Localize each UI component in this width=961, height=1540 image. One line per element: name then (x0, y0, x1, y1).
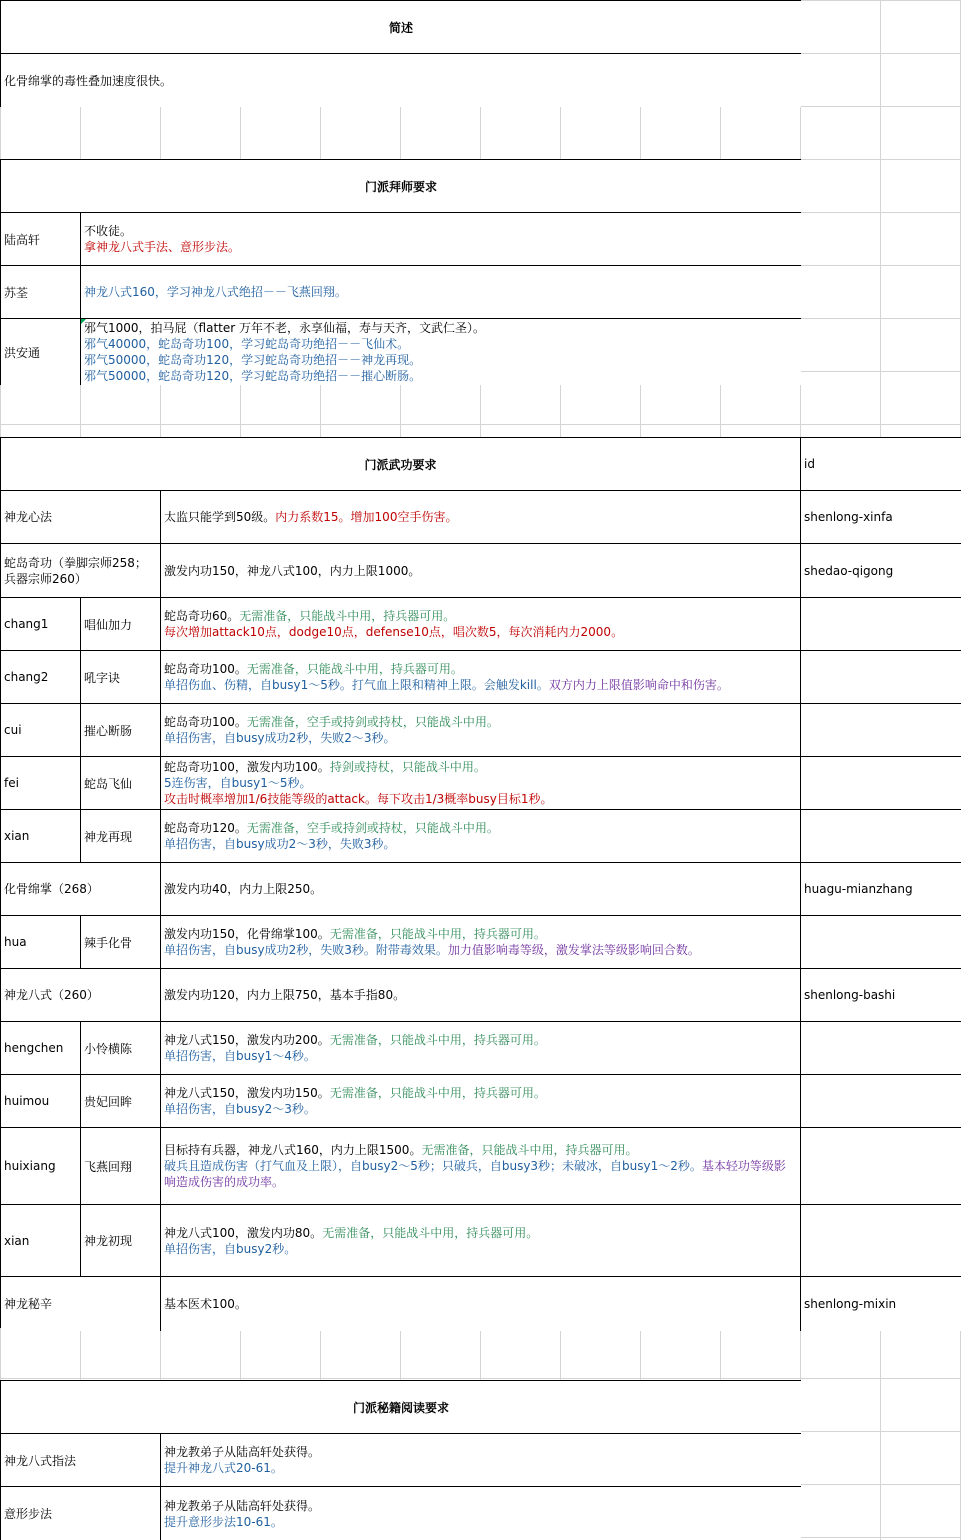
text-segment: 内力系数15。增加100空手伤害。 (275, 510, 458, 524)
text-line (84, 239, 240, 255)
text-line (164, 942, 700, 958)
text-line (164, 881, 322, 897)
skill-perform-id[interactable]: hua (1, 916, 81, 969)
books-block (0, 1380, 801, 1540)
text-segment: 提升意形步法10-61。 (164, 1514, 283, 1529)
text-segment: 单招伤害，自busy成功2秒，失败2～3秒。 (164, 731, 396, 745)
text-line (164, 1048, 316, 1064)
text-segment: 无需准备，空手或持剑或持杖，只能战斗中用。 (246, 715, 499, 729)
masters-title[interactable]: 门派拜师要求 (1, 160, 801, 213)
skill-perform-id[interactable]: huixiang (1, 1128, 81, 1205)
text-line (164, 759, 486, 775)
skills-block (0, 437, 961, 1328)
skill-requirement[interactable] (161, 1205, 801, 1277)
skill-requirement[interactable] (161, 651, 801, 704)
text-segment: 蛇岛奇功120。 (164, 821, 247, 835)
text-line (164, 1032, 546, 1048)
text-segment: 邪气1000，拍马屁（flatter 万年不老，永享仙福，寿与天齐，文武仁圣）。 (84, 321, 485, 335)
text-segment: 攻击时概率增加1/6技能等级的attack。每下攻击1/3概率busy目标1秒。 (164, 792, 553, 806)
book-requirement[interactable] (161, 1487, 801, 1540)
skill-requirement[interactable] (161, 491, 801, 544)
skill-requirement[interactable] (161, 757, 801, 810)
text-line (164, 1498, 320, 1514)
text-line (84, 336, 409, 352)
text-line (164, 677, 729, 693)
skill-id[interactable] (801, 651, 961, 704)
skill-requirement[interactable] (161, 1277, 801, 1331)
text-segment: 神龙八式100，激发内功80。 (164, 1225, 323, 1240)
skill-name[interactable]: 神龙心法 (1, 491, 161, 544)
text-segment: 无需准备，只能战斗中用，持兵器可用。 (329, 1033, 546, 1047)
text-segment: 单招伤害，自busy成功2～3秒，失败3秒。 (164, 837, 396, 851)
text-line (164, 714, 499, 730)
text-line (84, 368, 421, 384)
text-segment: 激发内功40，内力上限250。 (164, 882, 323, 896)
skill-id[interactable] (801, 1128, 961, 1205)
text-line (164, 1158, 792, 1190)
text-line (164, 608, 455, 624)
text-line (164, 926, 546, 942)
skill-id[interactable]: huagu-mianzhang (801, 863, 961, 916)
text-segment: 无需准备，只能战斗中用，持兵器可用。 (421, 1143, 638, 1157)
text-segment: 太监只能学到50级。 (164, 510, 276, 524)
skill-perform-name[interactable]: 辣手化骨 (81, 916, 161, 969)
text-segment: 单招伤害，自busy2～3秒。 (164, 1102, 316, 1116)
skill-name[interactable]: 蛇岛奇功（拳脚宗师258；兵器宗师260） (1, 544, 161, 598)
master-requirement[interactable] (81, 319, 801, 385)
text-line (84, 320, 485, 336)
skill-perform-name[interactable]: 摧心断肠 (81, 704, 161, 757)
comment-indicator (81, 319, 86, 324)
text-segment: 蛇岛奇功100。 (164, 662, 247, 676)
text-segment: 无需准备，只能战斗中用，持兵器可用。 (246, 662, 463, 676)
text-segment: 无需准备，只能战斗中用，持兵器可用。 (329, 927, 546, 941)
text-segment: 邪气50000，蛇岛奇功120，学习蛇岛奇功绝招－－摧心断肠。 (84, 369, 422, 383)
text-line (84, 223, 132, 239)
text-segment: 提升神龙八式20-61。 (164, 1461, 283, 1475)
masters-block (0, 159, 801, 385)
skill-perform-id[interactable]: huimou (1, 1075, 81, 1128)
text-segment: 激发内功150，化骨绵掌100。 (164, 927, 330, 941)
skill-id[interactable] (801, 757, 961, 810)
skill-requirement[interactable] (161, 810, 801, 863)
text-line (164, 791, 553, 807)
skill-perform-id[interactable]: xian (1, 1205, 81, 1277)
id-column-header[interactable]: id (801, 438, 961, 491)
skill-perform-name[interactable]: 贵妃回眸 (81, 1075, 161, 1128)
skill-id[interactable]: shenlong-mixin (801, 1277, 961, 1331)
text-segment: 无需准备，只能战斗中用，持兵器可用。 (322, 1225, 539, 1240)
master-name[interactable]: 陆高轩 (1, 213, 81, 266)
text-segment: 神龙教弟子从陆高轩处获得。 (164, 1498, 321, 1513)
skill-name[interactable]: 神龙秘辛 (1, 1277, 161, 1331)
text-segment: 双方内力上限值影响命中和伤害。 (548, 678, 729, 692)
skill-perform-name[interactable]: 小怜横陈 (81, 1022, 161, 1075)
skill-perform-id[interactable]: fei (1, 757, 81, 810)
skill-perform-id[interactable]: chang1 (1, 598, 81, 651)
skill-id[interactable] (801, 916, 961, 969)
text-segment: 神龙教弟子从陆高轩处获得。 (164, 1445, 321, 1459)
text-line (164, 820, 499, 836)
text-line (164, 563, 420, 579)
text-line (164, 1514, 283, 1530)
text-segment: 持剑或持杖，只能战斗中用。 (329, 760, 486, 774)
skill-perform-name[interactable]: 飞燕回翔 (81, 1128, 161, 1205)
text-segment: 目标持有兵器，神龙八式160，内力上限1500。 (164, 1143, 422, 1157)
skill-id[interactable] (801, 598, 961, 651)
skill-name[interactable]: 神龙八式（260） (1, 969, 161, 1022)
text-line (164, 1142, 637, 1158)
summary-title[interactable]: 简述 (1, 1, 801, 54)
skill-id[interactable] (801, 1205, 961, 1277)
text-segment: 神龙八式150，激发内功150。 (164, 1086, 330, 1100)
skill-perform-name[interactable]: 蛇岛飞仙 (81, 757, 161, 810)
skills-title[interactable]: 门派武功要求 (1, 438, 801, 491)
skill-requirement[interactable] (161, 863, 801, 916)
skill-name[interactable]: 化骨绵掌（268） (1, 863, 161, 916)
text-segment: 每次增加attack10点，dodge10点，defense10点，唱次数5，每次消耗内力2000。 (164, 625, 624, 639)
text-line (164, 1241, 296, 1257)
text-segment: 破兵且造成伤害（打气血及上限），自busy2～5秒；只破兵，自busy3秒；未破冰，自busy1～2秒。 (164, 1159, 702, 1173)
skill-perform-id[interactable]: hengchen (1, 1022, 81, 1075)
books-title[interactable]: 门派秘籍阅读要求 (1, 1381, 801, 1434)
master-requirement[interactable] (81, 266, 801, 319)
text-segment: 不收徒。 (84, 224, 133, 238)
text-line (164, 509, 457, 525)
book-name[interactable]: 神龙八式指法 (1, 1434, 161, 1487)
text-segment: 加力值影响毒等级，激发掌法等级影响回合数。 (447, 943, 700, 957)
skill-id[interactable] (801, 1075, 961, 1128)
skill-requirement[interactable] (161, 1128, 801, 1205)
text-line (164, 730, 395, 746)
skill-id[interactable]: shedao-qigong (801, 544, 961, 598)
text-line (164, 1296, 247, 1312)
text-segment: 无需准备，空手或持剑或持杖，只能战斗中用。 (246, 821, 499, 835)
text-segment: 拿神龙八式手法、意形步法。 (84, 240, 241, 254)
text-segment: 无需准备，只能战斗中用，持兵器可用。 (329, 1086, 546, 1100)
text-segment: 蛇岛奇功100。 (164, 715, 247, 729)
skill-perform-id[interactable]: cui (1, 704, 81, 757)
text-line (164, 1101, 316, 1117)
skill-id[interactable] (801, 810, 961, 863)
book-name[interactable]: 意形步法 (1, 1487, 161, 1540)
text-line (164, 1085, 546, 1101)
text-segment: 神龙八式160，学习神龙八式绝招－－飞燕回翔。 (84, 285, 347, 299)
text-segment: 蛇岛奇功60。 (164, 609, 240, 623)
summary-text[interactable]: 化骨绵掌的毒性叠加速度很快。 (1, 54, 801, 107)
text-segment: 激发内功120，内力上限750，基本手指80。 (164, 988, 406, 1002)
text-segment: 蛇岛奇功100，激发内功100。 (164, 760, 330, 774)
master-requirement[interactable] (81, 213, 801, 266)
text-segment: 基本轻功等级影响造成伤害的成功率。 (164, 1159, 786, 1189)
skill-id[interactable]: shenlong-bashi (801, 969, 961, 1022)
skill-requirement[interactable] (161, 544, 801, 598)
text-segment: 单招伤害，自busy2秒。 (164, 1241, 297, 1256)
skill-perform-name[interactable]: 神龙再现 (81, 810, 161, 863)
skill-id[interactable]: shenlong-xinfa (801, 491, 961, 544)
skill-requirement[interactable] (161, 704, 801, 757)
master-name[interactable]: 苏荃 (1, 266, 81, 319)
skill-requirement[interactable] (161, 1022, 801, 1075)
skill-perform-id[interactable]: chang2 (1, 651, 81, 704)
skill-perform-name[interactable]: 神龙初现 (81, 1205, 161, 1277)
text-line (164, 775, 311, 791)
text-segment: 单招伤血、伤精，自busy1～5秒。打气血上限和精神上限。会触发kill。 (164, 678, 549, 692)
text-segment: 神龙八式150，激发内功200。 (164, 1033, 330, 1047)
text-segment: 无需准备，只能战斗中用，持兵器可用。 (239, 609, 456, 623)
text-segment: 邪气40000，蛇岛奇功100，学习蛇岛奇功绝招－－飞仙术。 (84, 337, 410, 351)
skill-requirement[interactable] (161, 1075, 801, 1128)
text-line (164, 1460, 283, 1476)
skill-requirement[interactable] (161, 598, 801, 651)
book-requirement[interactable] (161, 1434, 801, 1487)
text-line (84, 352, 421, 368)
text-line (164, 1225, 538, 1241)
skill-perform-name[interactable]: 吼字诀 (81, 651, 161, 704)
text-line (164, 836, 395, 852)
text-line (164, 661, 463, 677)
master-name[interactable]: 洪安通 (1, 319, 81, 385)
text-segment: 单招伤害，自busy1～4秒。 (164, 1049, 316, 1063)
text-segment: 单招伤害，自busy成功2秒，失败3秒。附带毒效果。 (164, 943, 448, 957)
text-line (164, 987, 405, 1003)
skill-id[interactable] (801, 704, 961, 757)
text-segment: 激发内功150，神龙八式100，内力上限1000。 (164, 563, 421, 578)
skill-perform-id[interactable]: xian (1, 810, 81, 863)
text-segment: 5连伤害，自busy1～5秒。 (164, 776, 312, 790)
skill-id[interactable] (801, 1022, 961, 1075)
text-segment: 邪气50000，蛇岛奇功120，学习蛇岛奇功绝招－－神龙再现。 (84, 353, 422, 367)
skill-requirement[interactable] (161, 916, 801, 969)
text-line (164, 1444, 320, 1460)
text-line (84, 284, 347, 300)
summary-block (0, 0, 801, 107)
text-line (164, 624, 623, 640)
text-segment: 基本医术100。 (164, 1297, 247, 1311)
skill-perform-name[interactable]: 唱仙加力 (81, 598, 161, 651)
skill-requirement[interactable] (161, 969, 801, 1022)
